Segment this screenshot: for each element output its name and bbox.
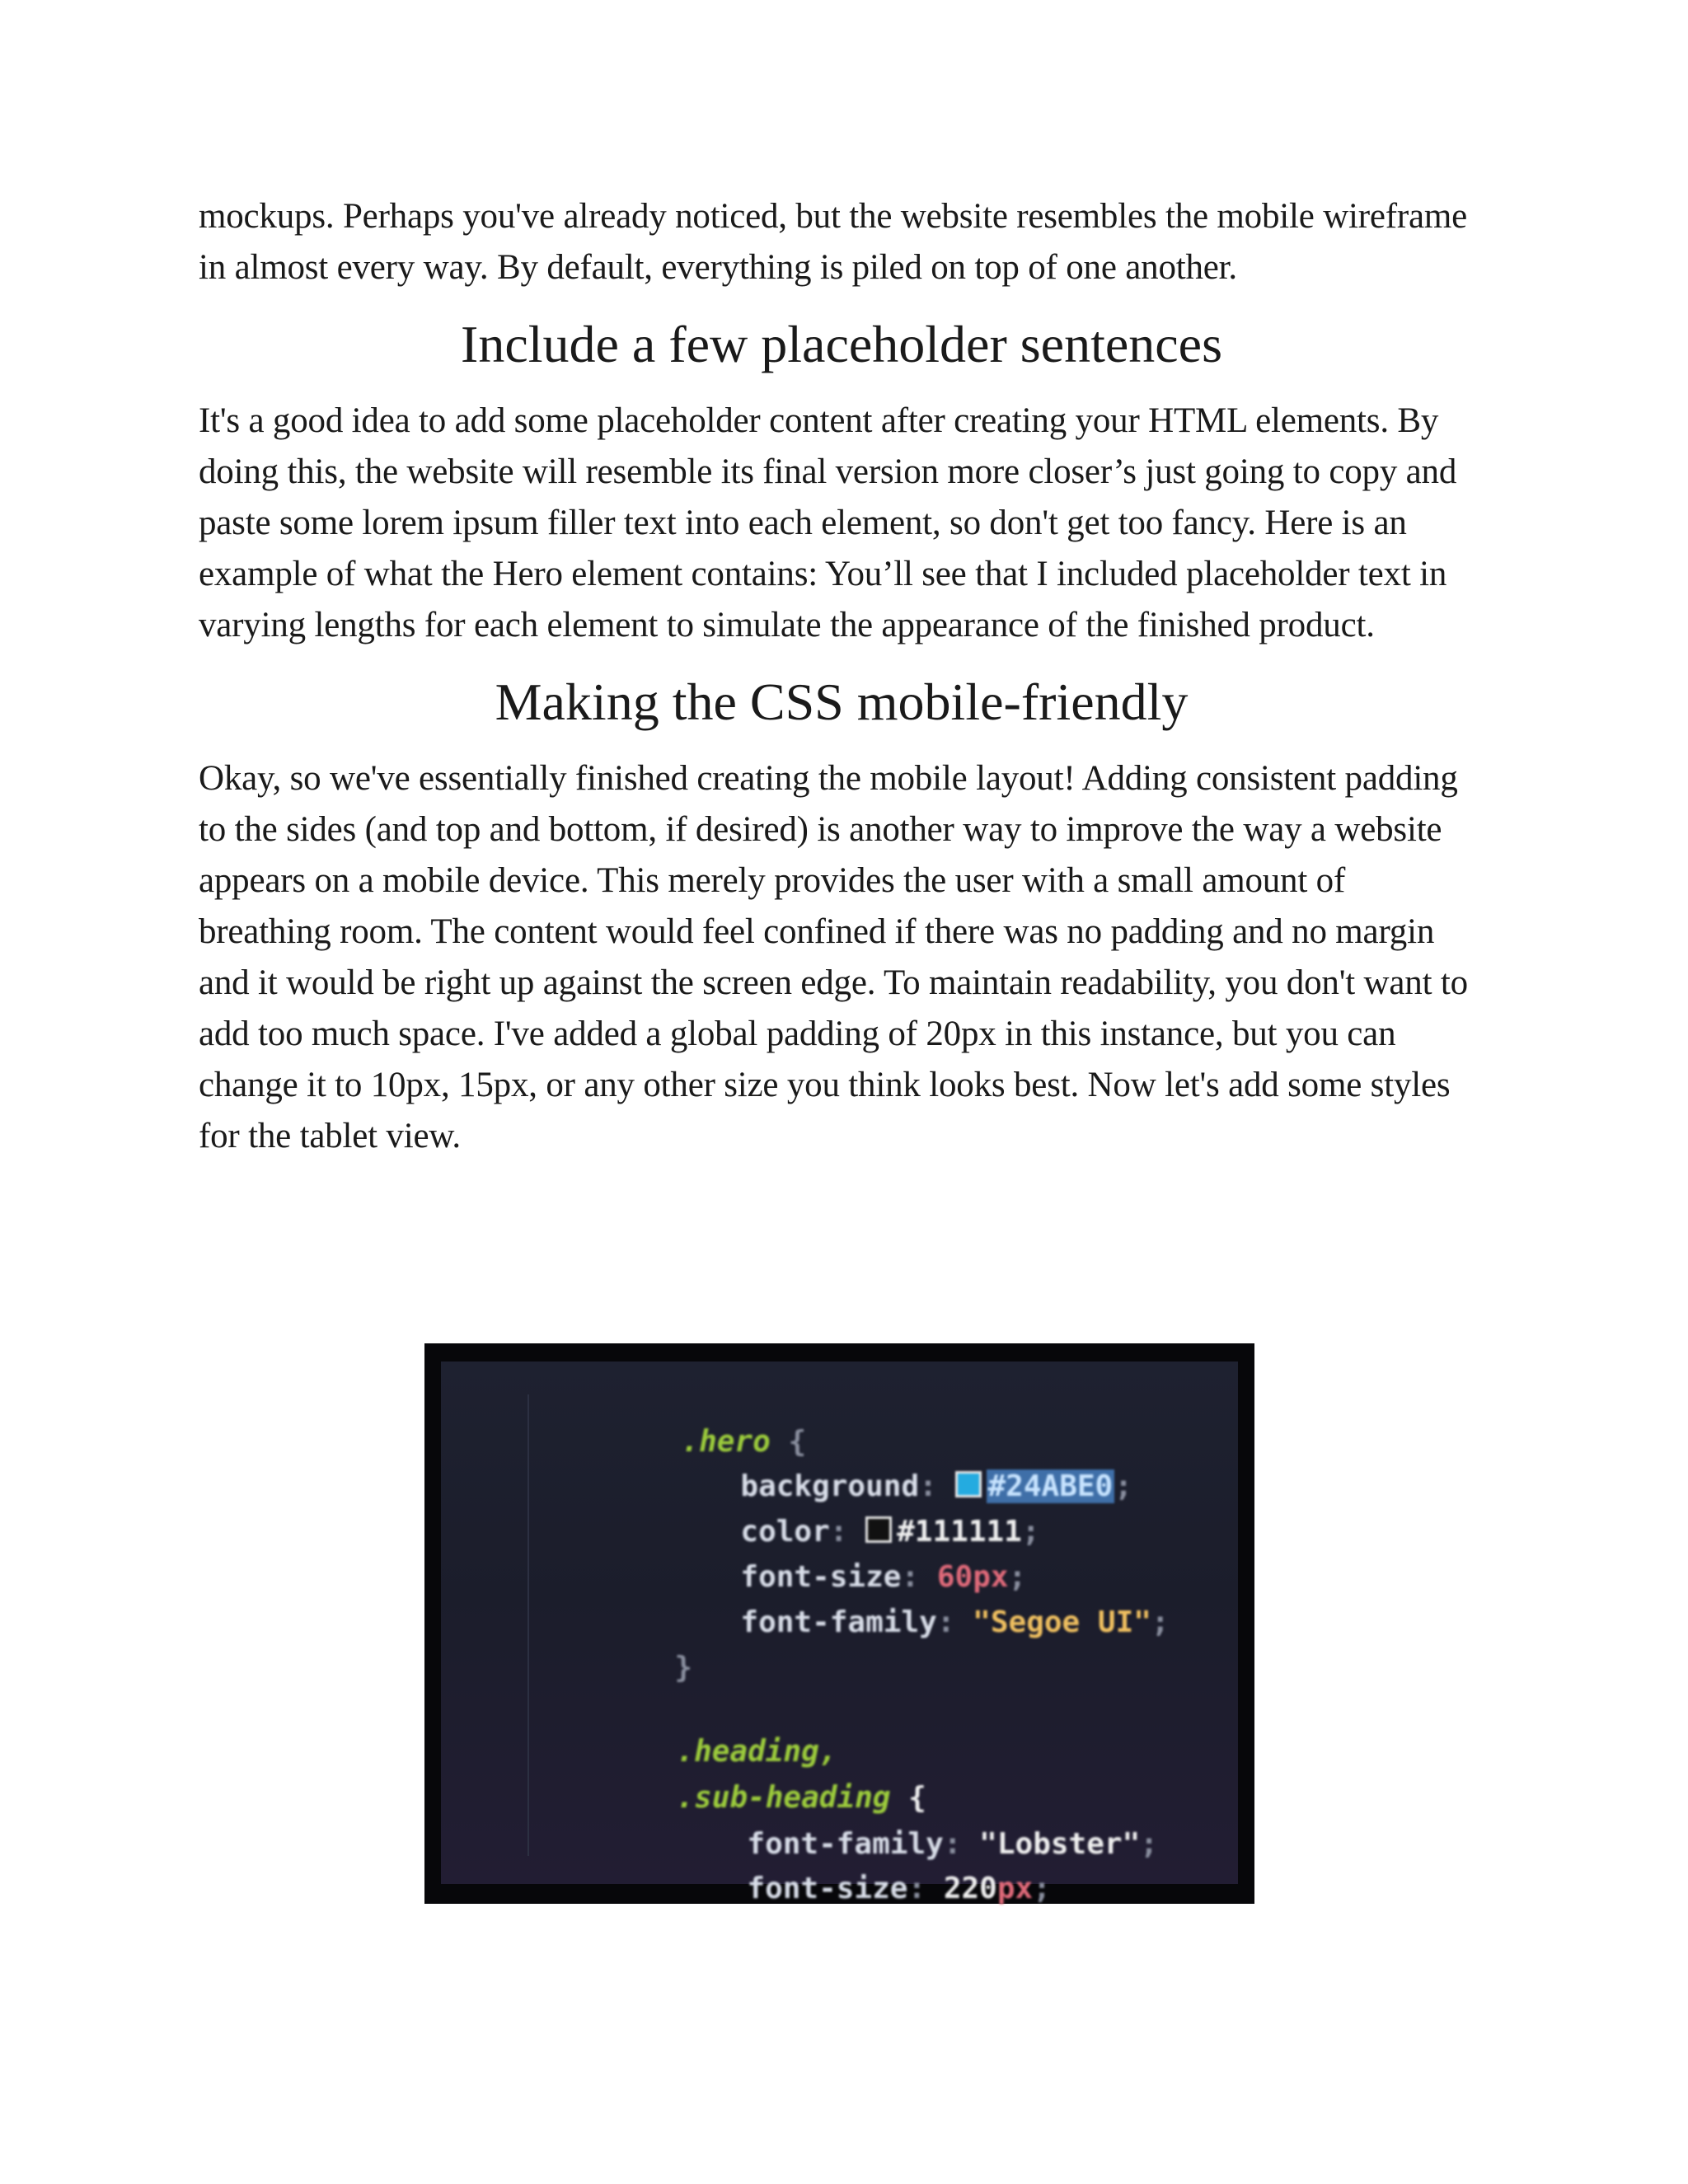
font-size-property-2: font-size: [747, 1872, 908, 1905]
subheading-open-brace: {: [908, 1781, 926, 1815]
font-family-value: "Segoe UI": [973, 1605, 1151, 1639]
placeholder-section-heading: Include a few placeholder sentences: [461, 315, 1222, 373]
code-line-font-family-2: font-family: "Lobster";: [747, 1827, 1158, 1861]
font-family-property: font-family: [740, 1605, 937, 1639]
hero-selector: .hero: [681, 1425, 771, 1459]
subheading-selector: .sub-heading: [676, 1781, 891, 1815]
color-property: color: [740, 1515, 830, 1549]
hero-close-brace: }: [674, 1651, 693, 1685]
heading-selector: .heading,: [676, 1735, 837, 1769]
code-editor-screen: [441, 1361, 1238, 1905]
document-page: [199, 191, 1484, 1162]
code-line-font-size: font-size: 60px;: [740, 1560, 1027, 1594]
code-line-color: color: #111111;: [740, 1515, 1040, 1549]
font-size-unit: px: [973, 1560, 1009, 1594]
code-line-font-size-2: font-size: 220px;: [747, 1872, 1051, 1905]
mobile-section-heading: Making the CSS mobile-friendly: [495, 673, 1189, 731]
placeholder-paragraph: It's a good idea to add some placeholder content after creating your HTML elements. By doing this, the website will resemble its final version more closer’s just going to copy and paste some lorem ipsum filler text into each element, so don't get too fancy. Here is an example of what the Hero element contains: You’ll see that I included placeholder text in varying lengths for each element to simulate the appearance of the finished product.: [199, 401, 1457, 644]
background-value: #24ABE0: [987, 1469, 1114, 1503]
intro-paragraph: mockups. Perhaps you've already noticed, but the website resembles the mobile wireframe in almost every way. By default, everything is piled on top of one another.: [199, 197, 1468, 287]
code-screenshot-figure: [424, 1343, 1254, 1904]
color-value: #111111: [897, 1515, 1022, 1549]
font-family-value-2: "Lobster": [979, 1827, 1141, 1861]
mobile-paragraph: Okay, so we've essentially finished creating the mobile layout! Adding consistent padding to the sides (and top and bottom, if desired) is another way to improve the way a website appears on a mobile device. This merely provides the user with a small amount of breathing room. The content would feel confined if there was no padding and no margin and it would be right up against the screen edge. To maintain readability, you don't want to add too much space. I've added a global padding of 20px in this instance, but you can change it to 10px, 15px, or any other size you think looks best. Now let's add some styles for the tablet view.: [199, 759, 1468, 1155]
background-property: background: [740, 1469, 920, 1503]
code-line-font-family: font-family: "Segoe UI";: [740, 1605, 1170, 1639]
font-size-number-2: 220: [943, 1872, 997, 1905]
font-size-unit-2: px: [996, 1872, 1034, 1905]
code-line-background: background: #24ABE0;: [740, 1469, 1132, 1503]
font-size-property: font-size: [740, 1560, 902, 1594]
hero-open-brace: {: [788, 1425, 807, 1459]
font-family-property-2: font-family: [747, 1827, 944, 1861]
font-size-number: 60: [936, 1560, 973, 1594]
